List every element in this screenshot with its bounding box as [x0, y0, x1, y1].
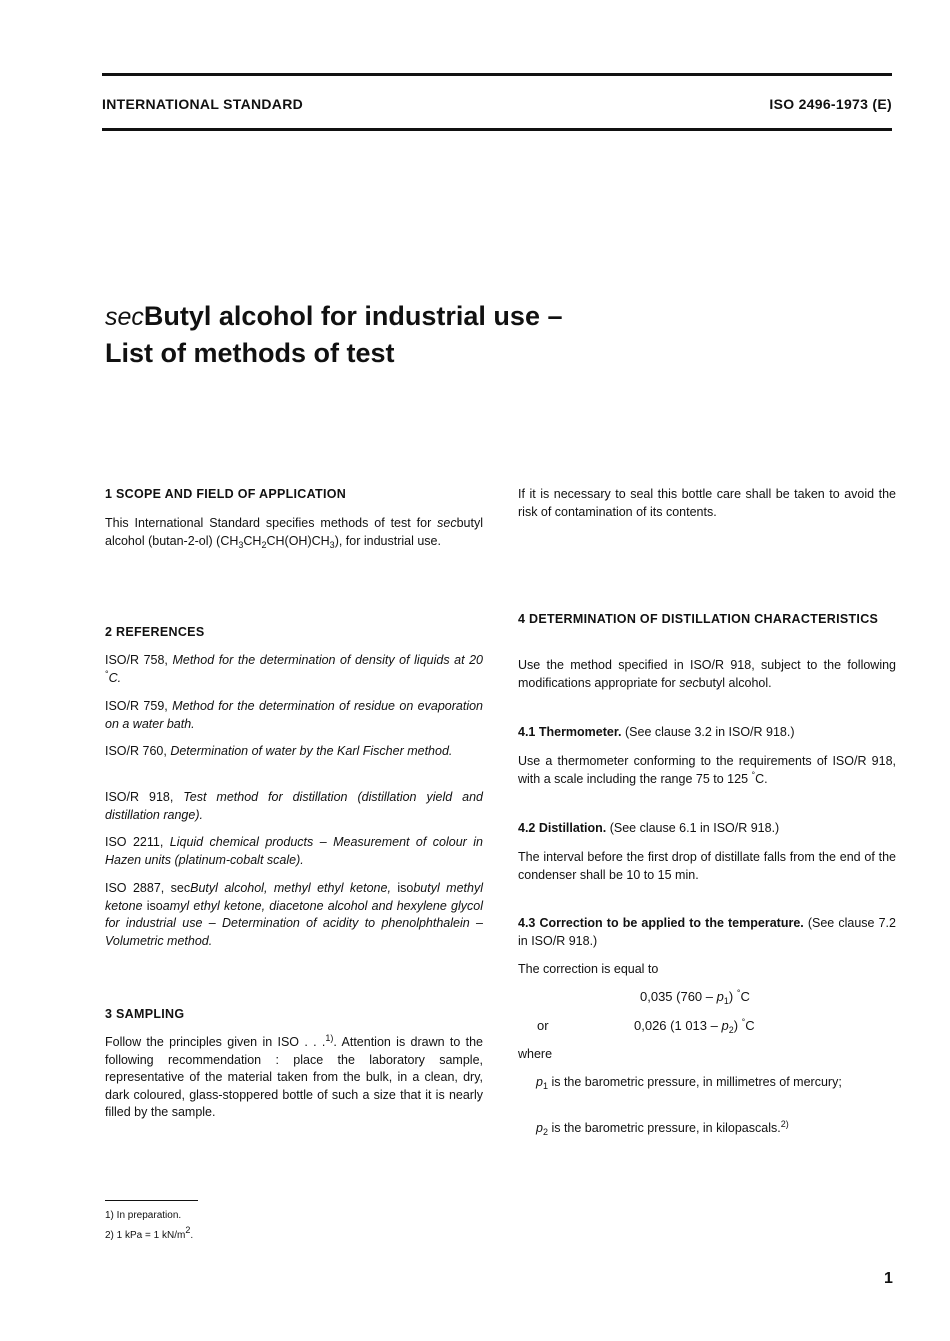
title-prefix: sec: [105, 303, 144, 331]
footnote-rule: [105, 1200, 198, 1201]
page-number: 1: [884, 1270, 893, 1287]
header-right: ISO 2496-1973 (E): [769, 96, 892, 112]
footnote-2: 2) 1 kPa = 1 $kN/m^2$.: [105, 1225, 194, 1241]
section-4-heading: 4 DETERMINATION OF DISTILLATION CHARACTERISTICS: [518, 612, 879, 626]
reference-item: ISO 2211, Liquid chemical products – Measurement of colour in Hazen units (platinum-cobalt scale).: [105, 835, 483, 867]
section-3-text: Follow the principles given in ISO . . .$^{1)}$. Attention is drawn to the following recommendation : place the laboratory sample, representative of the material taken from the bulk, in a clean, dry, dark coloured, glass-stoppered bottle of such a size that it is nearly filled by the sample.: [105, 1033, 483, 1119]
p2-definition: $p_2$ is the barometric pressure, in kilopascals.$^{2)}$: [536, 1119, 789, 1137]
section-1-text: This International Standard specifies methods of test for secbutyl alcohol (butan-2-ol) $(CH_3CH_2CH(OH)CH_3)$, for industrial use.: [105, 516, 483, 550]
section-4-1-heading: 4.1 Thermometer. (See clause 3.2 in ISO/R 918.): [518, 725, 795, 739]
section-4-3-heading: 4.3 Correction to be applied to the temperature. (See clause 7.2 in ISO/R 918.): [518, 916, 896, 948]
section-2-heading: 2 REFERENCES: [105, 625, 205, 639]
section-3-heading: 3 SAMPLING: [105, 1007, 185, 1021]
section-4-2-text: The interval before the first drop of distillate falls from the end of the condenser shall be 10 to 15 min.: [518, 850, 896, 882]
section-1-heading: 1 SCOPE AND FIELD OF APPLICATION: [105, 487, 347, 501]
section-4-1-text: Use a thermometer conforming to the requirements of ISO/R 918, with a scale including the range 75 to 125 °C.: [518, 754, 896, 786]
p1-definition: $p_1$ is the barometric pressure, in millimetres of mercury;: [536, 1075, 842, 1091]
seal-text: If it is necessary to seal this bottle care shall be taken to avoid the risk of contamination of its contents.: [518, 487, 896, 519]
footnote-1: 1) In preparation.: [105, 1210, 182, 1221]
section-4-2-heading: 4.2 Distillation. (See clause 6.1 in ISO/R 918.): [518, 821, 780, 835]
reference-item: ISO 2887, secButyl alcohol, methyl ethyl ketone, isobutyl methyl ketone isoamyl ethyl ketone, diacetone alcohol and hexylene glycol for industrial use – Determination of acidity to phenolphthalein – Volumetric method.: [105, 881, 483, 948]
where-label: where: [518, 1047, 553, 1061]
reference-item: ISO/R 918, Test method for distillation (distillation yield and distillation range).: [105, 790, 483, 822]
equation-1: 0,035 $(760 - p_1)$ °C: [640, 988, 750, 1006]
title-line-2: List of methods of test: [105, 338, 395, 368]
reference-item: ISO/R 760, Determination of water by the Karl Fischer method.: [105, 744, 453, 758]
left-column: [105, 0, 483, 1341]
reference-item: ISO/R 758, Method for the determination of density of liquids at 20 °C.: [105, 653, 484, 685]
equation-2: 0,026 (1 $013 - p_2$) °C: [634, 1017, 755, 1035]
section-4-3-text: The correction is equal to: [518, 962, 659, 976]
or-label: or: [537, 1018, 549, 1033]
header-left: INTERNATIONAL STANDARD: [102, 96, 304, 112]
title-line-1: Butyl alcohol for industrial use –: [143, 301, 563, 331]
right-column: [518, 0, 896, 1341]
reference-item: ISO/R 759, Method for the determination of residue on evaporation on a water bath.: [105, 699, 484, 731]
section-4-text: Use the method specified in ISO/R 918, subject to the following modifications appropriate for secbutyl alcohol.: [518, 658, 896, 690]
